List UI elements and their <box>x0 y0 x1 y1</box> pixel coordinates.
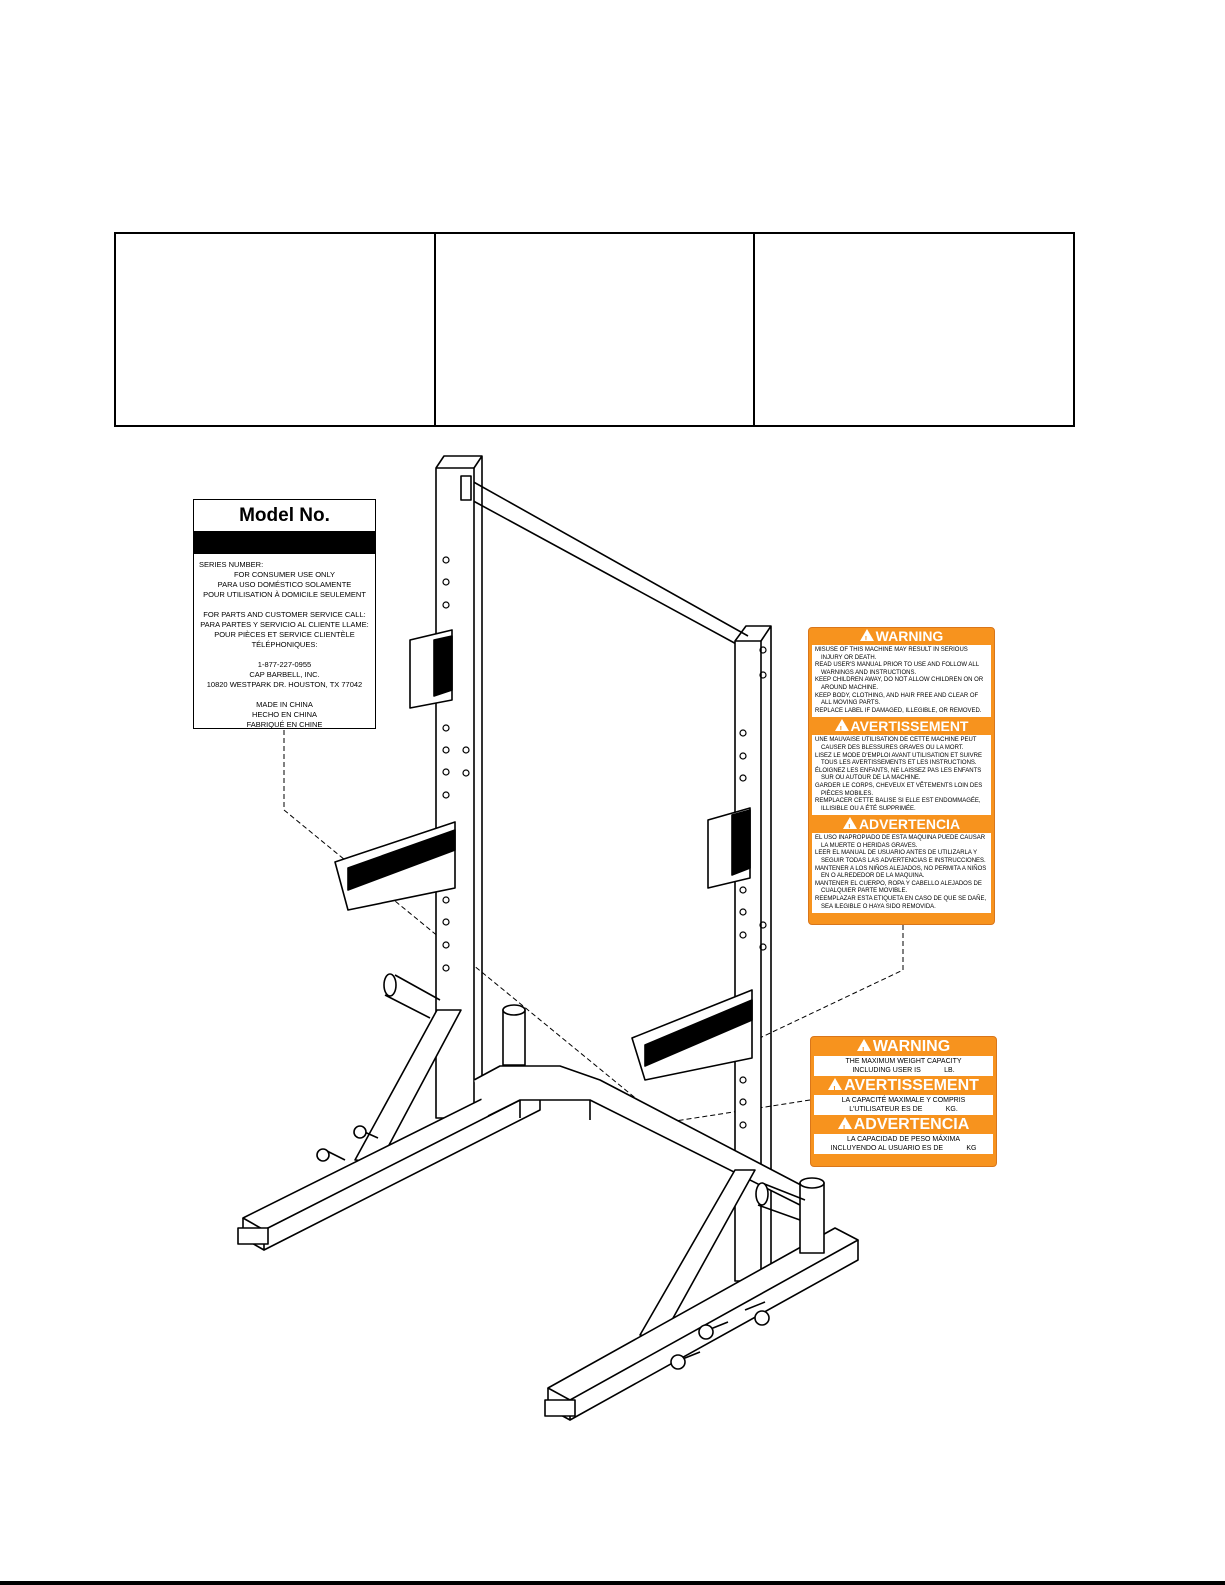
capacity-warning-body: THE MAXIMUM WEIGHT CAPACITY INCLUDING USER IS LB. <box>814 1056 993 1076</box>
advertencia-header: !ADVERTENCIA <box>809 815 994 833</box>
service-line: POUR PIÈCES ET SERVICE CLIENTÈLE <box>214 630 355 639</box>
page-bottom-rule <box>0 1581 1225 1585</box>
avertissement-header: !AVERTISSEMENT <box>809 717 994 735</box>
model-number-bar <box>194 531 375 554</box>
capacity-advertencia-body: LA CAPACIDAD DE PESO MÁXIMA INCLUYENDO AL USUARIO ES DE KG <box>814 1134 993 1154</box>
warning-triangle-icon <box>843 817 857 829</box>
contact-line: 10820 WESTPARK DR. HOUSTON, TX 77042 <box>206 680 363 689</box>
use-line: POUR UTILISATION À DOMICILE SEULEMENT <box>203 590 366 599</box>
warning-header: !WARNING <box>809 628 994 645</box>
capacity-avertissement-header: !AVERTISSEMENT <box>811 1076 996 1095</box>
capacity-warning-label <box>810 1036 997 1167</box>
origin-line: HECHO EN CHINA <box>251 710 317 719</box>
service-line: TÉLÉPHONIQUES: <box>251 640 318 649</box>
capacity-avertissement-body: LA CAPACITÉ MAXIMALE Y COMPRIS L'UTILISATEUR ES DE KG. <box>814 1095 993 1115</box>
service-line: FOR PARTS AND CUSTOMER SERVICE CALL: <box>203 610 366 619</box>
warning-triangle-icon <box>838 1117 852 1129</box>
use-line: PARA USO DOMÉSTICO SOLAMENTE <box>217 580 352 589</box>
warning-triangle-icon <box>835 719 849 731</box>
use-line: FOR CONSUMER USE ONLY <box>233 570 336 579</box>
origin-line: FABRIQUÉ EN CHINE <box>246 720 323 729</box>
contact-line: 1-877-227-0955 <box>257 660 312 669</box>
warning-triangle-icon <box>828 1078 842 1090</box>
series-number: SERIES NUMBER: <box>199 560 264 569</box>
model-label <box>193 499 376 729</box>
capacity-advertencia-header: !ADVERTENCIA <box>811 1115 996 1134</box>
warning-body: MISUSE OF THIS MACHINE MAY RESULT IN SERIOUS INJURY OR DEATH. READ USER'S MANUAL PRIOR TO USE AND FOLLOW ALL WARNINGS AND INSTRUCTIONS. KEEP CHILDREN AWAY, DO NOT ALLOW CHILDREN ON OR AROUND MACHINE. KEEP BODY, CLOTHING, AND HAIR FREE AND CLEAR OF ALL MOVING PARTS. REPLACE LABEL IF DAMAGED, ILLEGIBLE, OR REMOVED. <box>812 645 991 717</box>
origin-line: MADE IN CHINA <box>256 700 313 709</box>
service-line: PARA PARTES Y SERVICIO AL CLIENTE LLAME: <box>200 620 369 629</box>
warning-triangle-icon <box>860 629 874 641</box>
model-label-title: Model No. <box>239 505 330 526</box>
capacity-warning-header: !WARNING <box>811 1037 996 1056</box>
avertissement-body: UNE MAUVAISE UTILISATION DE CETTE MACHINE PEUT CAUSER DES BLESSURES GRAVES OU LA MORT. LISEZ LE MODE D'EMPLOI AVANT UTILISATION ET SUIVRE TOUS LES AVERTISSEMENTS ET LES INSTRUCTIONS. ÉLOIGNEZ LES ENFANTS, NE LAISSEZ PAS LES ENFANTS SUR OU AUTOUR DE LA MACHINE. GARDER LE CORPS, CHEVEUX ET VÊTEMENTS LOIN DES PIÈCES MOBILES. REMPLACER CETTE BALISE SI ELLE EST ENDOMMAGÉE, ILLISIBLE OU A ÉTÉ SUPPRIMÉE. <box>812 735 991 815</box>
advertencia-body: EL USO INAPROPIADO DE ESTA MAQUINA PUEDE CAUSAR LA MUERTE O HERIDAS GRAVES. LEER EL MANUAL DE USUARIO ANTES DE UTILIZARLA Y SEGUIR TODAS LAS ADVERTENCIAS E INSTRUCCIONES. MANTENER A LOS NIÑOS ALEJADOS, NO PERMITA A NIÑOS EN O ALREDEDOR DE LA MAQUINA. MANTENER EL CUERPO, ROPA Y CABELLO ALEJADOS DE CUALQUIER PARTE MOVIBLE. REEMPLAZAR ESTA ETIQUETA EN CASO DE QUE SE DAÑE, SEA ILEGIBLE O HAYA SIDO REMOVIDA. <box>812 833 991 913</box>
safety-warning-label <box>808 627 995 925</box>
warning-triangle-icon <box>857 1039 871 1051</box>
contact-line: CAP BARBELL, INC. <box>249 670 320 679</box>
